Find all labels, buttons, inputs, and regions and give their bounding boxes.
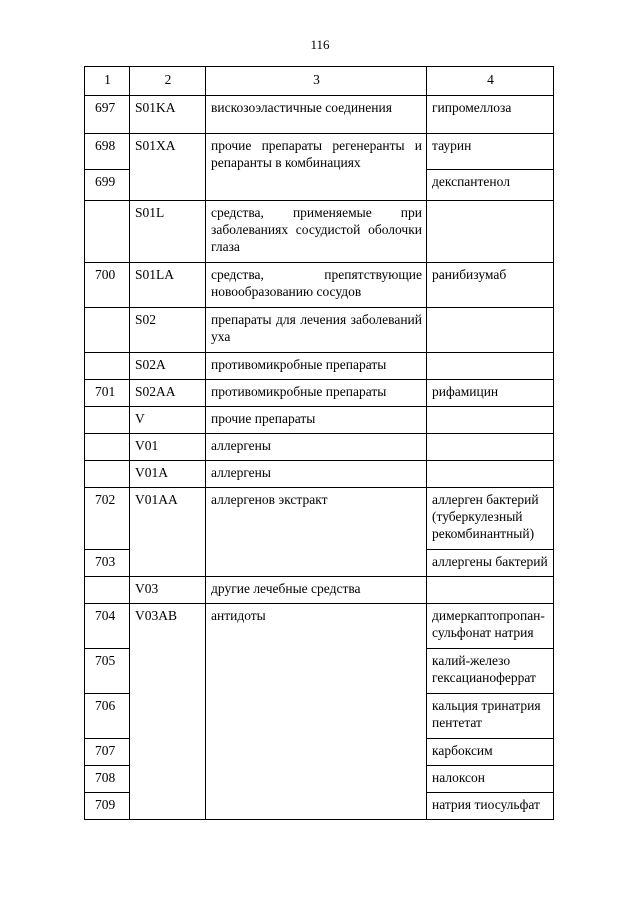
column-header: 1: [85, 67, 130, 96]
group-description: антидоты: [206, 604, 427, 820]
drug-name: кальция тринатрия пентетат: [427, 694, 554, 739]
atc-code: S01XA: [130, 134, 206, 201]
drug-name: [427, 353, 554, 380]
row-number: 706: [85, 694, 130, 739]
drug-name: натрия тиосульфат: [427, 793, 554, 820]
atc-code: V03: [130, 577, 206, 604]
group-description: прочие препараты регенеранты и репаранты в комбинациях: [206, 134, 427, 201]
row-number: 709: [85, 793, 130, 820]
table-row: [85, 577, 554, 604]
drug-name: ранибизумаб: [427, 263, 554, 308]
row-number: 700: [85, 263, 130, 308]
group-description: средства, препятствующие новообразованию сосудов: [206, 263, 427, 308]
drug-name: аллергены бактерий: [427, 550, 554, 577]
column-header: 2: [130, 67, 206, 96]
table-row: [85, 488, 554, 550]
row-number: [85, 353, 130, 380]
table-row: [85, 263, 554, 308]
table-header-row: [85, 67, 554, 96]
row-number: [85, 407, 130, 434]
group-description: вискозоэластичные соединения: [206, 96, 427, 134]
drug-name: [427, 308, 554, 353]
table-row: [85, 407, 554, 434]
group-description: прочие препараты: [206, 407, 427, 434]
drug-name: [427, 201, 554, 263]
table-row: [85, 434, 554, 461]
page-number: 116: [310, 37, 330, 52]
table-row: [85, 604, 554, 649]
column-header: 3: [206, 67, 427, 96]
drug-name: декспантенол: [427, 170, 554, 201]
drug-name: калий-железо гексацианоферрат: [427, 649, 554, 694]
group-description: противомикробные препараты: [206, 380, 427, 407]
atc-code: V01: [130, 434, 206, 461]
row-number: 703: [85, 550, 130, 577]
table-row: [85, 96, 554, 134]
row-number: 698: [85, 134, 130, 170]
drug-name: налоксон: [427, 766, 554, 793]
table-row: [85, 134, 554, 170]
table-row: [85, 380, 554, 407]
row-number: 705: [85, 649, 130, 694]
row-number: 702: [85, 488, 130, 550]
table-row: [85, 353, 554, 380]
drug-table: [84, 66, 554, 820]
drug-name: [427, 407, 554, 434]
atc-code: S02A: [130, 353, 206, 380]
drug-name: [427, 577, 554, 604]
group-description: средства, применяемые при заболеваниях сосудистой оболочки глаза: [206, 201, 427, 263]
row-number: [85, 461, 130, 488]
row-number: [85, 434, 130, 461]
drug-name: рифамицин: [427, 380, 554, 407]
atc-code: S02AA: [130, 380, 206, 407]
atc-code: V01AA: [130, 488, 206, 577]
drug-name: гипромеллоза: [427, 96, 554, 134]
row-number: [85, 577, 130, 604]
row-number: 699: [85, 170, 130, 201]
row-number: [85, 308, 130, 353]
row-number: 708: [85, 766, 130, 793]
atc-code: S01L: [130, 201, 206, 263]
group-description: противомикробные препараты: [206, 353, 427, 380]
atc-code: S01KA: [130, 96, 206, 134]
row-number: [85, 201, 130, 263]
row-number: 697: [85, 96, 130, 134]
table-row: [85, 308, 554, 353]
drug-name: димеркаптопропан-сульфонат натрия: [427, 604, 554, 649]
atc-code: S02: [130, 308, 206, 353]
row-number: 701: [85, 380, 130, 407]
group-description: аллергенов экстракт: [206, 488, 427, 577]
drug-name: [427, 434, 554, 461]
table-row: [85, 461, 554, 488]
atc-code: V01A: [130, 461, 206, 488]
drug-name: карбоксим: [427, 739, 554, 766]
row-number: 707: [85, 739, 130, 766]
group-description: аллергены: [206, 461, 427, 488]
atc-code: V03AB: [130, 604, 206, 820]
group-description: препараты для лечения заболеваний уха: [206, 308, 427, 353]
table-row: [85, 201, 554, 263]
group-description: аллергены: [206, 434, 427, 461]
column-header: 4: [427, 67, 554, 96]
row-number: 704: [85, 604, 130, 649]
drug-name: таурин: [427, 134, 554, 170]
drug-name: аллерген бактерий (туберкулезный рекомбинантный): [427, 488, 554, 550]
atc-code: V: [130, 407, 206, 434]
group-description: другие лечебные средства: [206, 577, 427, 604]
drug-name: [427, 461, 554, 488]
atc-code: S01LA: [130, 263, 206, 308]
